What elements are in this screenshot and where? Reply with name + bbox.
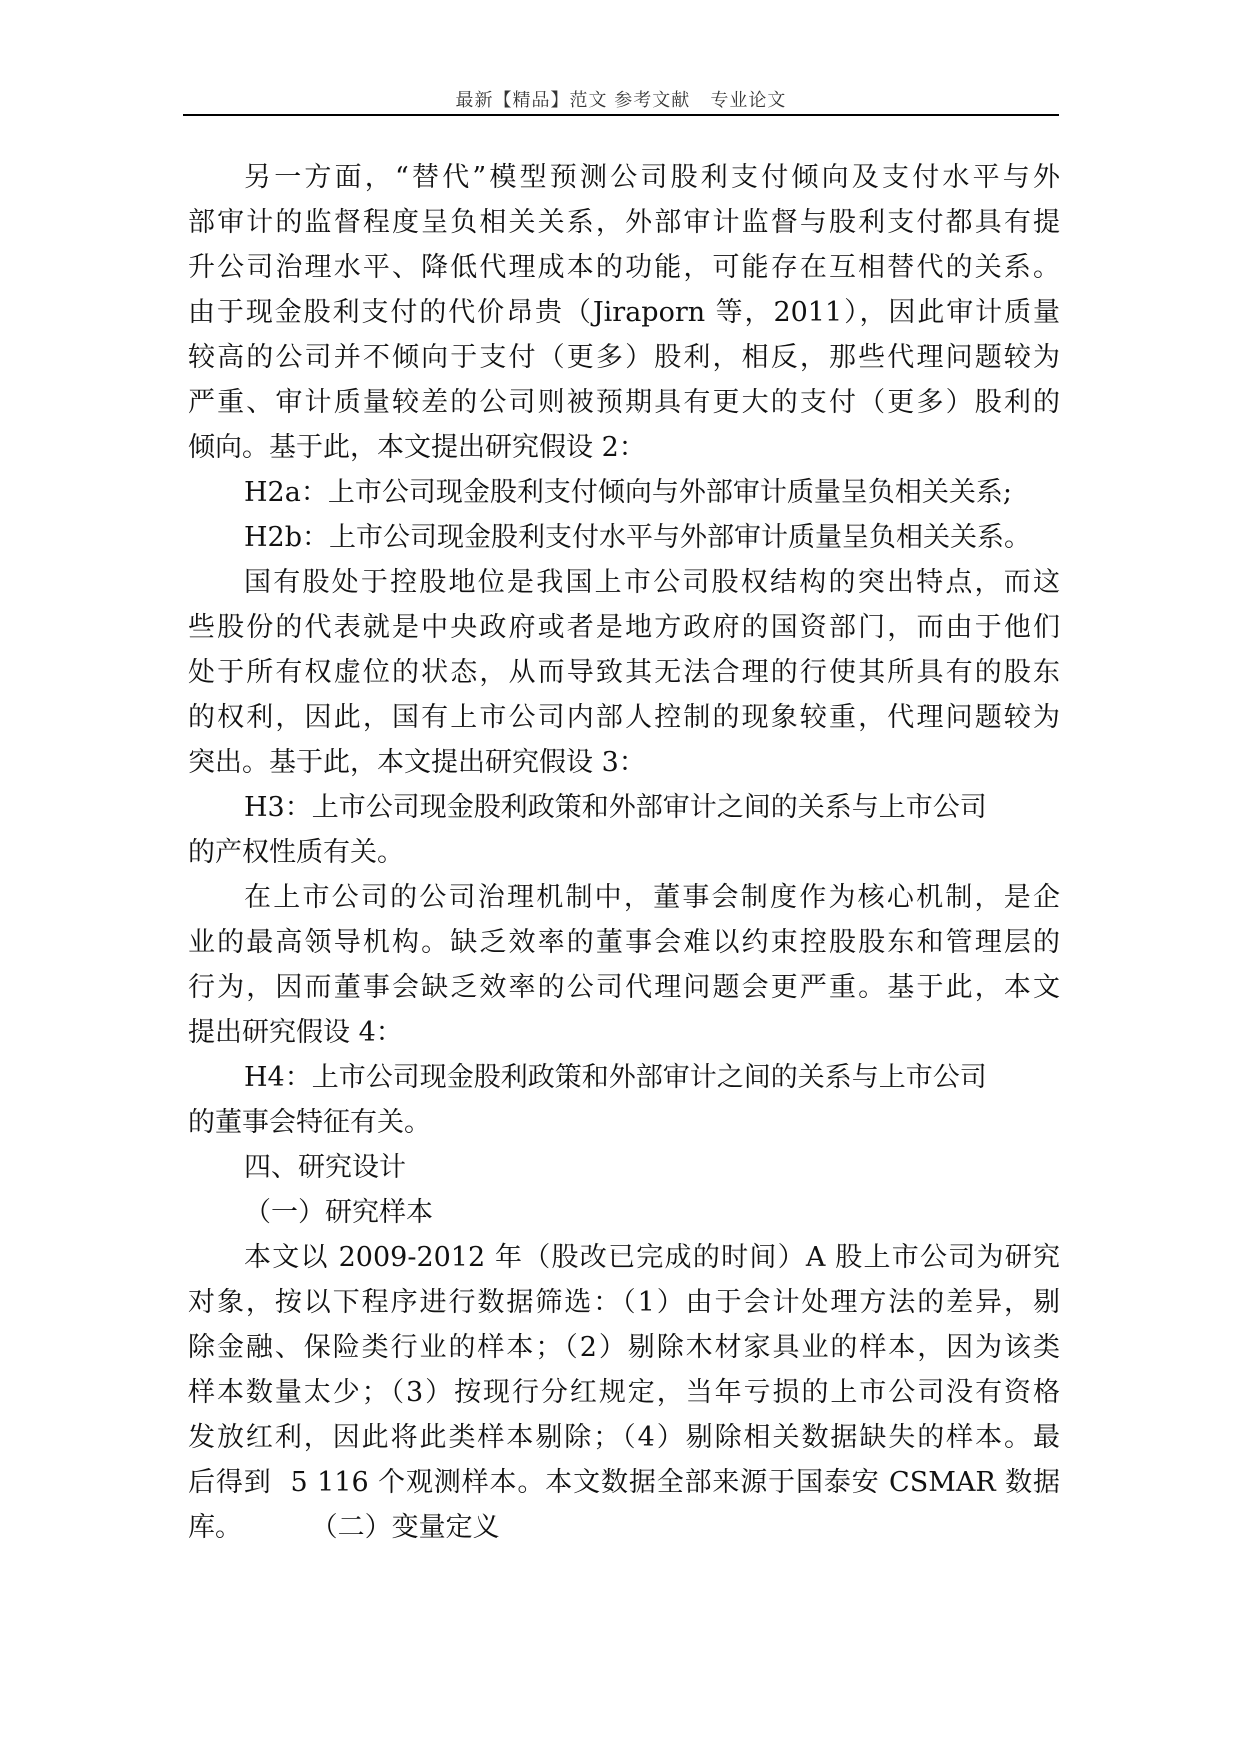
paragraph-line: 较高的公司并不倾向于支付（更多）股利，相反，那些代理问题较为	[188, 342, 1060, 373]
paragraph-line: 严重、审计质量较差的公司则被预期具有更大的支付（更多）股利的	[188, 387, 1060, 418]
paragraph-line: 另一方面，“替代”模型预测公司股利支付倾向及支付水平与外	[244, 162, 1060, 193]
paragraph-line: 提出研究假设 4：	[188, 1017, 403, 1048]
paragraph-line: 后得到 5 116 个观测样本。本文数据全部来源于国泰安 CSMAR 数据	[188, 1467, 1060, 1498]
hypothesis-line: H3：上市公司现金股利政策和外部审计之间的关系与上市公司	[244, 792, 987, 823]
section-heading: 四、研究设计	[244, 1152, 406, 1183]
paragraph-line: 样本数量太少；（3）按现行分红规定，当年亏损的上市公司没有资格	[188, 1377, 1060, 1408]
paragraph-line: 发放红利，因此将此类样本剔除；（4）剔除相关数据缺失的样本。最	[188, 1422, 1060, 1453]
paragraph-line: 业的最高领导机构。缺乏效率的董事会难以约束控股股东和管理层的	[188, 927, 1060, 958]
hypothesis-line: H2a：上市公司现金股利支付倾向与外部审计质量呈负相关关系;	[244, 477, 1012, 508]
hypothesis-line: H2b：上市公司现金股利支付水平与外部审计质量呈负相关关系。	[244, 522, 1032, 553]
paragraph-line: 本文以 2009-2012 年（股改已完成的时间）A 股上市公司为研究	[244, 1242, 1060, 1273]
paragraph-line: 国有股处于控股地位是我国上市公司股权结构的突出特点，而这	[244, 567, 1060, 598]
paragraph-line: 的权利，因此，国有上市公司内部人控制的现象较重，代理问题较为	[188, 702, 1060, 733]
paragraph-line: 除金融、保险类行业的样本；（2）剔除木材家具业的样本，因为该类	[188, 1332, 1060, 1363]
paragraph-line: 些股份的代表就是中央政府或者是地方政府的国资部门，而由于他们	[188, 612, 1060, 643]
page-header: 最新【精品】范文 参考文献 专业论文	[455, 90, 787, 111]
paragraph-line: 升公司治理水平、降低代理成本的功能，可能存在互相替代的关系。	[188, 252, 1060, 283]
paragraph-line: 突出。基于此，本文提出研究假设 3：	[188, 747, 646, 778]
hypothesis-line: 的董事会特征有关。	[188, 1107, 431, 1138]
paragraph-line: 由于现金股利支付的代价昂贵（Jiraporn 等，2011），因此审计质量	[188, 297, 1060, 328]
paragraph-line: 库。 （二）变量定义	[188, 1512, 500, 1543]
paragraph-line: 部审计的监督程度呈负相关关系，外部审计监督与股利支付都具有提	[188, 207, 1060, 238]
hypothesis-line: 的产权性质有关。	[188, 837, 404, 868]
body-text	[188, 155, 1060, 1550]
header-rule	[183, 114, 1059, 116]
paragraph-line: 倾向。基于此，本文提出研究假设 2：	[188, 432, 646, 463]
paragraph-line: 处于所有权虚位的状态，从而导致其无法合理的行使其所具有的股东	[188, 657, 1060, 688]
paragraph-line: 行为，因而董事会缺乏效率的公司代理问题会更严重。基于此，本文	[188, 972, 1060, 1003]
paragraph-line: 对象，按以下程序进行数据筛选：（1）由于会计处理方法的差异，剔	[188, 1287, 1060, 1318]
subsection-heading: （一）研究样本	[244, 1197, 433, 1228]
paragraph-line: 在上市公司的公司治理机制中，董事会制度作为核心机制，是企	[244, 882, 1060, 913]
hypothesis-line: H4：上市公司现金股利政策和外部审计之间的关系与上市公司	[244, 1062, 987, 1093]
